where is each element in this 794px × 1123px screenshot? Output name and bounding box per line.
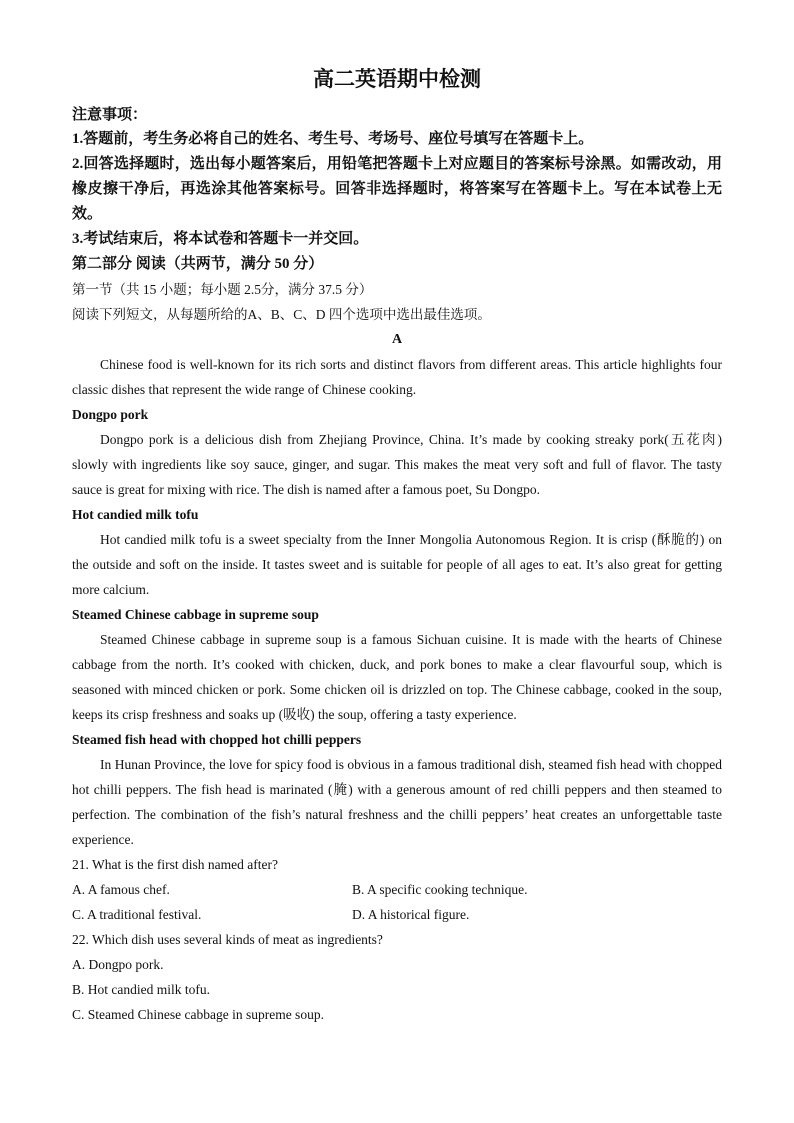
question-21-options-row-2 — [72, 902, 722, 927]
question-21-option-c[interactable]: C. A traditional festival. — [72, 907, 202, 922]
question-21-stem: 21. What is the first dish named after? — [72, 857, 278, 872]
dish-text-milk-tofu: Hot candied milk tofu is a sweet specialty from the Inner Mongolia Autonomous Region. It is crisp (酥脆的) on the outside and soft on the inside. It tastes sweet and is suitable for people of all ages to eat. It’s also great for getting more calcium. — [72, 532, 722, 597]
question-22-stem: 22. Which dish uses several kinds of meat as ingredients? — [72, 932, 383, 947]
question-22-option-c[interactable]: C. Steamed Chinese cabbage in supreme soup. — [72, 1007, 324, 1022]
notice-heading: 注意事项： — [72, 107, 148, 123]
notice-item-2: 2.回答选择题时，选出每小题答案后，用铅笔把答题卡上对应题目的答案标号涂黑。如需改动，用橡皮擦干净后，再选涂其他答案标号。回答非选择题时，将答案写在答题卡上。写在本试卷上无效。 — [72, 156, 722, 222]
exam-page — [72, 64, 722, 1027]
part-heading: 第二部分 阅读（共两节，满分 50 分） — [72, 256, 324, 272]
question-21-option-b[interactable]: B. A specific cooking technique. — [352, 882, 528, 897]
instruction-text: 阅读下列短文，从每题所给的A、B、C、D 四个选项中选出最佳选项。 — [72, 307, 491, 322]
dish-text-cabbage-soup: Steamed Chinese cabbage in supreme soup is a famous Sichuan cuisine. It is made with the hearts of Chinese cabbage from the north. It’s cooked with chicken, duck, and pork bones to make a clear flavourful soup, which is seasoned with minced chicken or pork. Some chicken oil is drizzled on top. The Chinese cabbage, cooked in the soup, keeps its crisp freshness and soaks up (吸收) the soup, offering a tasty experience. — [72, 632, 722, 722]
dish-heading-fish-head: Steamed fish head with chopped hot chilli peppers — [72, 732, 362, 747]
question-22-option-a[interactable]: A. Dongpo pork. — [72, 957, 164, 972]
page-title: 高二英语期中检测 — [313, 67, 481, 91]
dish-heading-cabbage-soup: Steamed Chinese cabbage in supreme soup — [72, 607, 319, 622]
notice-item-3: 3.考试结束后，将本试卷和答题卡一并交回。 — [72, 231, 369, 247]
notice-item-1: 1.答题前，考生务必将自己的姓名、考生号、考场号、座位号填写在答题卡上。 — [72, 131, 594, 147]
passage-intro: Chinese food is well-known for its rich sorts and distinct flavors from different areas. This article highlights four classic dishes that represent the wide range of Chinese cooking. — [72, 357, 722, 397]
dish-text-fish-head: In Hunan Province, the love for spicy food is obvious in a famous traditional dish, steamed fish head with chopped hot chilli peppers. The fish head is marinated (腌) with a generous amount of red chilli peppers and then steamed to perfection. The combination of the fish’s natural freshness and the chilli peppers’ heat creates an unforgettable taste experience. — [72, 757, 722, 847]
question-21-option-d[interactable]: D. A historical figure. — [352, 907, 470, 922]
passage-label: A — [391, 332, 403, 347]
section-heading: 第一节（共 15 小题；每小题 2.5分，满分 37.5 分） — [72, 282, 373, 297]
dish-heading-milk-tofu: Hot candied milk tofu — [72, 507, 199, 522]
question-22-option-b[interactable]: B. Hot candied milk tofu. — [72, 982, 210, 997]
dish-heading-dongpo-pork: Dongpo pork — [72, 407, 149, 422]
question-21-options-row-1 — [72, 877, 722, 902]
dish-text-dongpo-pork: Dongpo pork is a delicious dish from Zhejiang Province, China. It’s made by cooking streaky pork(五花肉) slowly with ingredients like soy sauce, ginger, and sugar. This makes the meat very soft and full of flavor. The tasty sauce is great for mixing with rice. The dish is named after a famous poet, Su Dongpo. — [72, 432, 722, 497]
question-21-option-a[interactable]: A. A famous chef. — [72, 882, 170, 897]
